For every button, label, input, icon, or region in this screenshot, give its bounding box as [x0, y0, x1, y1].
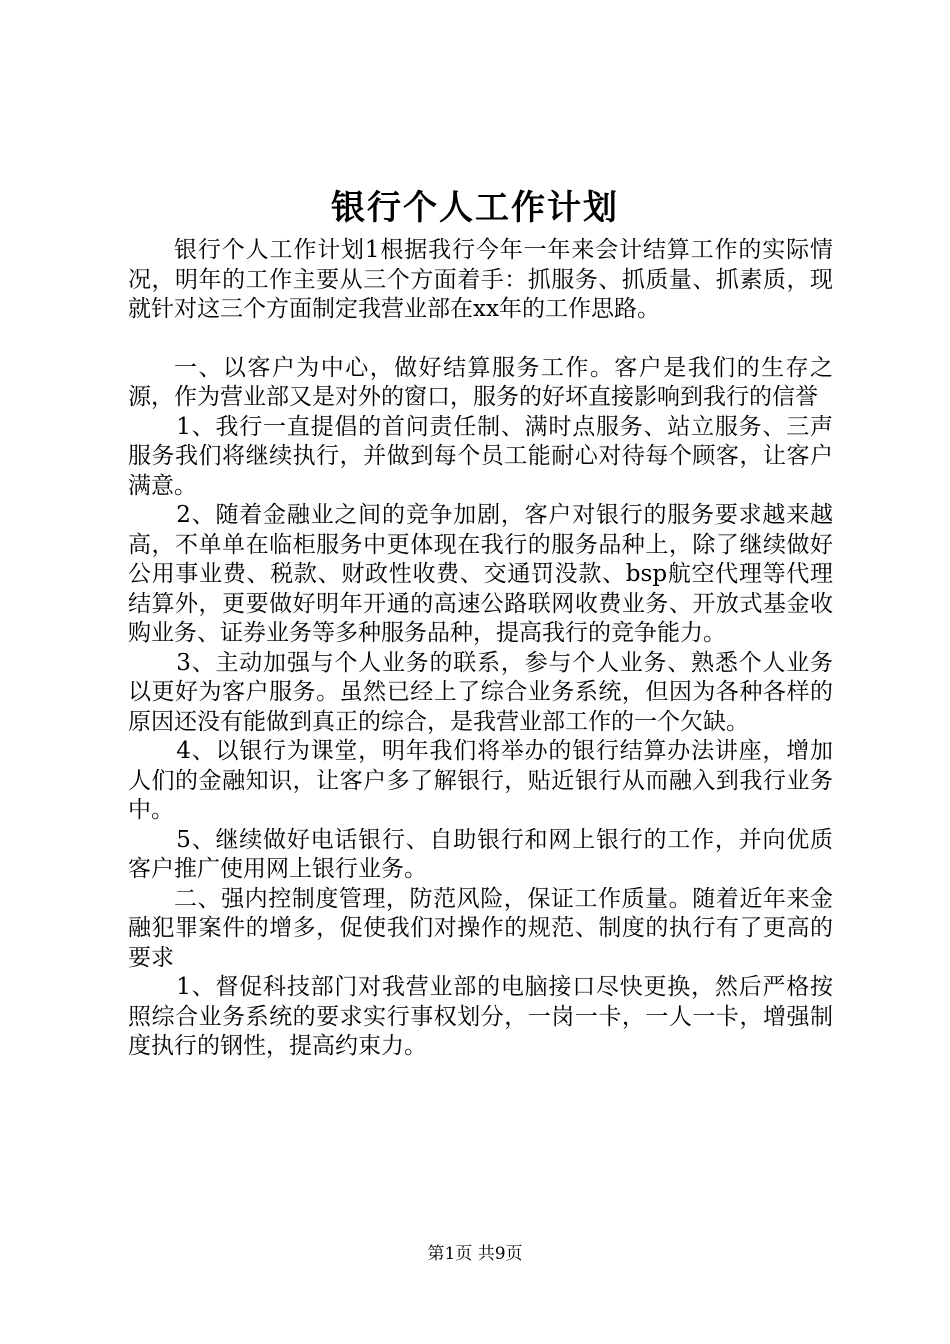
paragraph-item-1-5: 5、继续做好电话银行、自助银行和网上银行的工作，并向优质客户推广使用网上银行业务。: [128, 826, 833, 882]
paragraph-intro: 银行个人工作计划1根据我行今年一年来会计结算工作的实际情况，明年的工作主要从三个方面着手：抓服务、抓质量、抓素质，现就针对这三个方面制定我营业部在xx年的工作思路。: [128, 237, 833, 322]
paragraph-section-1: 一、以客户为中心，做好结算服务工作。客户是我们的生存之源，作为营业部又是对外的窗口，服务的好坏直接影响到我行的信誉: [128, 354, 833, 410]
paragraph-item-1-1: 1、我行一直提倡的首问责任制、满时点服务、站立服务、三声服务我们将继续执行，并做到每个员工能耐心对待每个顾客，让客户满意。: [128, 413, 833, 499]
document-title: 银行个人工作计划: [331, 188, 619, 228]
paragraph-item-1-3: 3、主动加强与个人业务的联系，参与个人业务、熟悉个人业务以更好为客户服务。虽然已经上了综合业务系统，但因为各种各样的原因还没有能做到真正的综合，是我营业部工作的一个欠缺。: [128, 649, 833, 735]
document-body: [128, 236, 833, 1062]
page-number-footer: 第1页 共9页: [427, 1244, 523, 1264]
paragraph-section-2: 二、强内控制度管理，防范风险，保证工作质量。随着近年来金融犯罪案件的增多，促使我们对操作的规范、制度的执行有了更高的要求: [128, 885, 833, 971]
paragraph-item-1-4: 4、以银行为课堂，明年我们将举办的银行结算办法讲座，增加人们的金融知识，让客户多了解银行，贴近银行从而融入到我行业务中。: [128, 738, 833, 823]
paragraph-item-1-2: 2、随着金融业之间的竞争加剧，客户对银行的服务要求越来越高，不单单在临柜服务中更体现在我行的服务品种上，除了继续做好公用事业费、税款、财政性收费、交通罚没款、bsp航空代理等代理结算外，更要做好明年开通的高速公路联网收费业务、开放式基金收购业务、证券业务等多种服务品种，提高我行的竞争能力。: [128, 502, 833, 646]
paragraph-item-2-1: 1、督促科技部门对我营业部的电脑接口尽快更换，然后严格按照综合业务系统的要求实行事权划分，一岗一卡，一人一卡，增强制度执行的钢性，提高约束力。: [128, 974, 833, 1059]
